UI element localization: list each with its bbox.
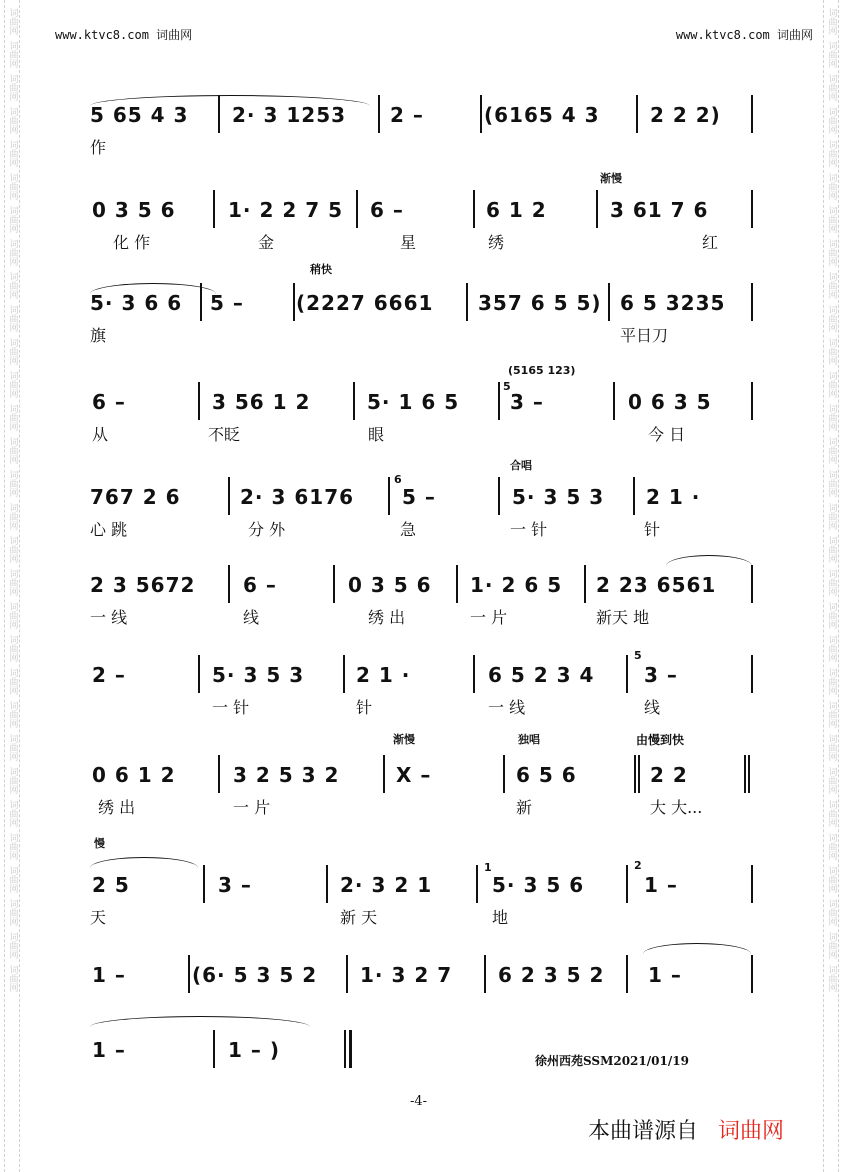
watermark-text: 词曲网 [826,371,837,398]
lyric: 新 [516,798,533,817]
lyric: 线 [644,698,661,717]
lyric: 不眨 [208,425,241,444]
measure: 5· 3 5 6 [492,873,585,897]
watermark-text: 词曲网 [7,503,18,530]
measure: 0 6 1 2 [92,763,176,787]
measure: (2227 6661 [296,291,434,315]
grace-notes: (5165 123) [508,364,576,377]
watermark-text: 词曲网 [7,536,18,563]
measure: 2 1 · [646,485,701,509]
lyric: 针 [356,698,373,717]
right-watermark-strip [823,0,839,1172]
grace-note: 2 [634,859,642,872]
watermark-text: 词曲网 [826,404,837,431]
watermark-text: 词曲网 [826,734,837,761]
measure: 2 – [92,663,126,687]
watermark-text: 词曲网 [7,602,18,629]
measure: 6 2 3 5 2 [498,963,605,987]
watermark-text: 词曲网 [826,74,837,101]
measure: 3 – [510,390,544,414]
grace-note: 6 [394,473,402,486]
watermark-text: 词曲网 [826,41,837,68]
watermark-text: 词曲网 [826,767,837,794]
grace-note: 5 [503,380,511,393]
lyric: 金 [258,233,275,252]
header-site-left: www.ktvc8.com 词曲网 [55,28,193,42]
measure: 1· 2 2 7 5 [228,198,344,222]
lyric: 绣 [488,233,505,252]
measure: (6165 4 3 [484,103,600,127]
watermark-text: 词曲网 [826,107,837,134]
page-number: -4- [410,1094,428,1109]
watermark-text: 词曲网 [7,932,18,959]
measure: 2 3 5672 [90,573,196,597]
watermark-text: 词曲网 [826,338,837,365]
watermark-text: 词曲网 [826,272,837,299]
score-row-1 [88,95,755,175]
lyric: 红 [702,233,719,252]
watermark-text: 词曲网 [826,239,837,266]
measure: 2 5 [92,873,130,897]
arranger-signature: 徐州西苑SSM2021/01/19 [535,1054,689,1068]
watermark-text: 词曲网 [826,206,837,233]
measure: (6· 5 3 5 2 [192,963,318,987]
lyric: 旗 [90,326,107,345]
lyric: 从 [92,425,109,444]
measure: 1 – ) [228,1038,280,1062]
watermark-text: 词曲网 [826,701,837,728]
watermark-text: 词曲网 [7,107,18,134]
watermark-text: 词曲网 [826,800,837,827]
watermark-text: 词曲网 [826,866,837,893]
watermark-text: 词曲网 [826,668,837,695]
measure: 6 5 3235 [620,291,726,315]
grace-note: 5 [634,649,642,662]
lyric: 今 日 [648,425,686,444]
watermark-text: 词曲网 [7,569,18,596]
measure: 0 3 5 6 [348,573,432,597]
measure: 5 – [210,291,244,315]
watermark-text: 词曲网 [826,635,837,662]
measure: 3 – [218,873,252,897]
watermark-text: 词曲网 [7,899,18,926]
watermark-text: 词曲网 [7,338,18,365]
watermark-text: 词曲网 [7,767,18,794]
watermark-text: 词曲网 [7,437,18,464]
watermark-text: 词曲网 [826,305,837,332]
watermark-text: 词曲网 [826,503,837,530]
lyric: 针 [644,520,661,539]
score-row-3 [88,263,755,363]
score-row-9 [88,837,755,945]
header-site-right: www.ktvc8.com 词曲网 [675,28,813,42]
measure: 2 1 · [356,663,411,687]
watermark-text: 词曲网 [7,305,18,332]
lyric: 一 片 [233,798,271,817]
footer-source [588,1114,784,1145]
watermark-text: 词曲网 [826,569,837,596]
lyric: 平日刀 [620,326,669,345]
measure: 2 2 [650,763,688,787]
watermark-text: 词曲网 [826,932,837,959]
measure: 6 5 6 [516,763,577,787]
watermark-text: 词曲网 [826,470,837,497]
measure: 0 3 5 6 [92,198,176,222]
tempo-mark: 渐慢 [600,172,622,185]
watermark-text: 词曲网 [826,899,837,926]
watermark-text: 词曲网 [7,140,18,167]
lyric: 眼 [368,425,385,444]
grace-note: 1 [484,861,492,874]
watermark-text: 词曲网 [826,833,837,860]
tempo-mark: 由慢到快 [636,733,685,747]
watermark-text: 词曲网 [7,734,18,761]
measure: 1 – [92,1038,126,1062]
measure: 1 – [644,873,678,897]
measure: 1· 2 6 5 [470,573,563,597]
watermark-text: 词曲网 [7,833,18,860]
watermark-text: 词曲网 [7,272,18,299]
brand-link[interactable]: 词曲网 [718,1119,785,1144]
watermark-text: 词曲网 [7,866,18,893]
measure: 6 5 2 3 4 [488,663,595,687]
watermark-text: 词曲网 [7,668,18,695]
watermark-text: 词曲网 [826,536,837,563]
measure: 1 – [92,963,126,987]
measure: 2 2 2) [650,103,721,127]
tempo-mark: 渐慢 [393,733,415,746]
score-row-5 [88,459,755,557]
watermark-text: 词曲网 [7,404,18,431]
lyric: 大 大... [650,798,703,817]
measure: 1· 3 2 7 [360,963,453,987]
watermark-text: 词曲网 [826,602,837,629]
watermark-text: 词曲网 [7,701,18,728]
measure: 3 61 7 6 [610,198,709,222]
measure: 3 2 5 3 2 [233,763,340,787]
watermark-text: 词曲网 [826,173,837,200]
lyric: 一 片 [470,608,508,627]
watermark-text: 词曲网 [826,8,837,35]
measure: 5· 3 6 6 [90,291,183,315]
watermark-text: 词曲网 [7,965,18,992]
measure: 2· 3 6176 [240,485,355,509]
watermark-text: 词曲网 [826,965,837,992]
watermark-text: 词曲网 [7,371,18,398]
tempo-mark: 慢 [94,837,105,850]
lyric: 分 外 [248,520,286,539]
measure: 6 – [92,390,126,414]
lyric: 一 线 [90,608,128,627]
measure: 2 – [390,103,424,127]
watermark-text: 词曲网 [7,41,18,68]
measure: 5 – [402,485,436,509]
measure: 6 – [370,198,404,222]
performance-mark: 合唱 [510,459,532,472]
score-row-6 [88,565,755,645]
measure: 5· 3 5 3 [512,485,605,509]
lyric: 绣 出 [98,798,136,817]
measure: 5· 1 6 5 [367,390,460,414]
score-row-4 [88,364,755,462]
measure: 5 65 4 3 [90,103,189,127]
left-watermark-strip [4,0,20,1172]
measure: 3 56 1 2 [212,390,311,414]
measure: 767 2 6 [90,485,181,509]
measure: 2 23 6561 [596,573,717,597]
lyric: 绣 出 [368,608,406,627]
watermark-text: 词曲网 [7,173,18,200]
measure: 1 – [648,963,682,987]
lyric: 线 [243,608,260,627]
lyric: 化 作 [113,233,151,252]
lyric: 新天 地 [596,608,650,627]
score-row-8 [88,733,755,835]
score-row-7 [88,649,755,735]
measure: 357 6 5 5) [478,291,602,315]
measure: 0 6 3 5 [628,390,712,414]
watermark-text: 词曲网 [7,635,18,662]
tempo-mark: 稍快 [310,263,332,276]
lyric: 地 [492,908,509,927]
lyric: 天 [90,908,107,927]
score-row-2 [88,172,755,270]
measure: 6 – [243,573,277,597]
performance-mark: 独唱 [518,733,540,746]
measure: 5· 3 5 3 [212,663,305,687]
watermark-text: 词曲网 [826,437,837,464]
measure: 2· 3 1253 [232,103,347,127]
lyric: 作 [90,138,107,157]
measure: 6 1 2 [486,198,547,222]
watermark-text: 词曲网 [7,206,18,233]
lyric: 急 [400,520,417,539]
lyric: 新 天 [340,908,378,927]
measure: X – [396,763,432,787]
measure: 3 – [644,663,678,687]
watermark-text: 词曲网 [826,140,837,167]
watermark-text: 词曲网 [7,470,18,497]
watermark-text: 词曲网 [7,239,18,266]
watermark-text: 词曲网 [7,8,18,35]
watermark-text: 词曲网 [7,74,18,101]
lyric: 心 跳 [90,520,128,539]
lyric: 一 线 [488,698,526,717]
lyric: 星 [400,233,417,252]
lyric: 一 针 [510,520,548,539]
lyric: 一 针 [212,698,250,717]
source-label: 本曲谱源自 [588,1119,699,1144]
measure: 2· 3 2 1 [340,873,433,897]
watermark-text: 词曲网 [7,800,18,827]
